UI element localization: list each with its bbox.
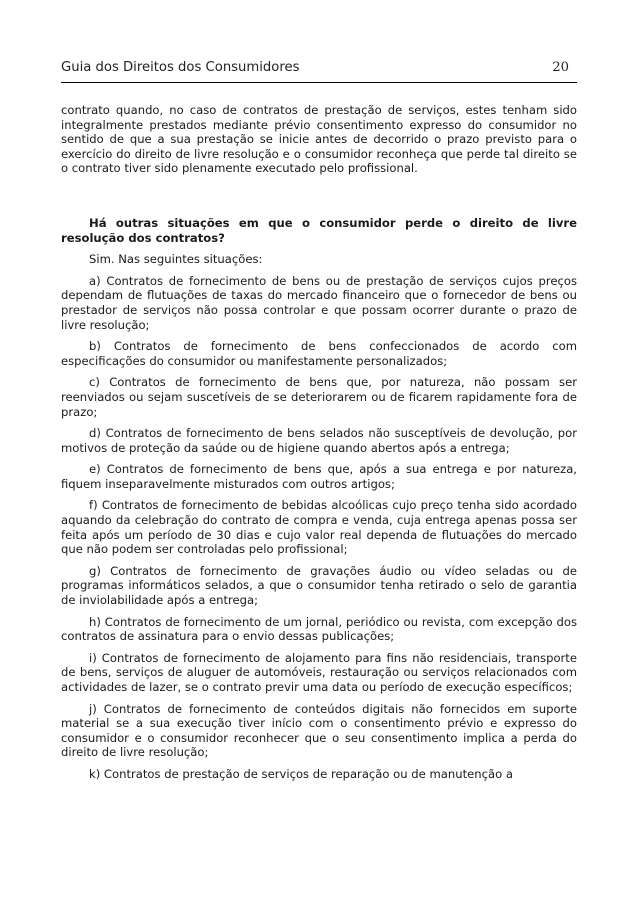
paragraph-intro: contrato quando, no caso de contratos de prestação de serviços, estes tenham sido integralmente prestados mediante prévio consentimento expresso do consumidor no sentido de que a sua prestação se inicie antes de decorrido o prazo previsto para o exercício do direito de livre resolução e o consumidor reconheça que perde tal direito se o contrato tiver sido plenamente executado pelo profissional. — [61, 103, 577, 176]
list-item-e: e) Contratos de fornecimento de bens que, após a sua entrega e por natureza, fiquem inseparavelmente misturados com outros artigos; — [61, 462, 577, 491]
question-heading: Há outras situações em que o consumidor perde o direito de livre resolução dos contratos? — [61, 215, 577, 245]
list-item-j: j) Contratos de fornecimento de conteúdos digitais não fornecidos em suporte material se a sua execução tiver início com o consentimento prévio e expresso do consumidor e o consumidor reconhecer que o seu consentimento implica a perda do direito de livre resolução; — [61, 701, 577, 760]
list-item-i: i) Contratos de fornecimento de alojamento para fins não residenciais, transporte de bens, serviços de aluguer de automóveis, restauração ou serviços relacionados com actividades de lazer, se o contrato previr uma data ou período de execução específicos; — [61, 650, 577, 694]
list-item-a: a) Contratos de fornecimento de bens ou de prestação de serviços cujos preços dependam de flutuações de taxas do mercado financeiro que o fornecedor de bens ou prestador de serviços não possa controlar e que possam ocorrer durante o prazo de livre resolução; — [61, 273, 577, 332]
page-header — [61, 60, 577, 83]
header-title: Guia dos Direitos dos Consumidores — [61, 60, 300, 75]
page-number: 20 — [552, 60, 569, 75]
list-item-d: d) Contratos de fornecimento de bens selados não susceptíveis de devolução, por motivos de proteção da saúde ou de higiene quando abertos após a entrega; — [61, 426, 577, 455]
paragraph-answer: Sim. Nas seguintes situações: — [89, 252, 263, 267]
list-item-b: b) Contratos de fornecimento de bens confeccionados de acordo com especificações do consumidor ou manifestamente personalizados; — [61, 339, 577, 368]
document-body — [61, 103, 577, 782]
list-item-g: g) Contratos de fornecimento de gravações áudio ou vídeo seladas ou de programas informáticos selados, a que o consumidor tenha retirado o selo de garantia de inviolabilidade após a entrega; — [61, 563, 577, 608]
list-item-c: c) Contratos de fornecimento de bens que, por natureza, não possam ser reenviados ou sejam suscetíveis de se deteriorarem ou de ficarem rapidamente fora de prazo; — [61, 375, 577, 419]
list-item-k: k) Contratos de prestação de serviços de reparação ou de manutenção a — [89, 766, 513, 781]
list-item-h: h) Contratos de fornecimento de um jornal, periódico ou revista, com excepção dos contratos de assinatura para o envio dessas publicações; — [61, 614, 577, 644]
list-item-f: f) Contratos de fornecimento de bebidas alcoólicas cujo preço tenha sido acordado aquando da celebração do contrato de compra e venda, cuja entrega apenas possa ser feita após um período de 30 dias e cujo valor real dependa de flutuações do mercado que não podem ser controladas pelo profissional; — [61, 498, 577, 557]
